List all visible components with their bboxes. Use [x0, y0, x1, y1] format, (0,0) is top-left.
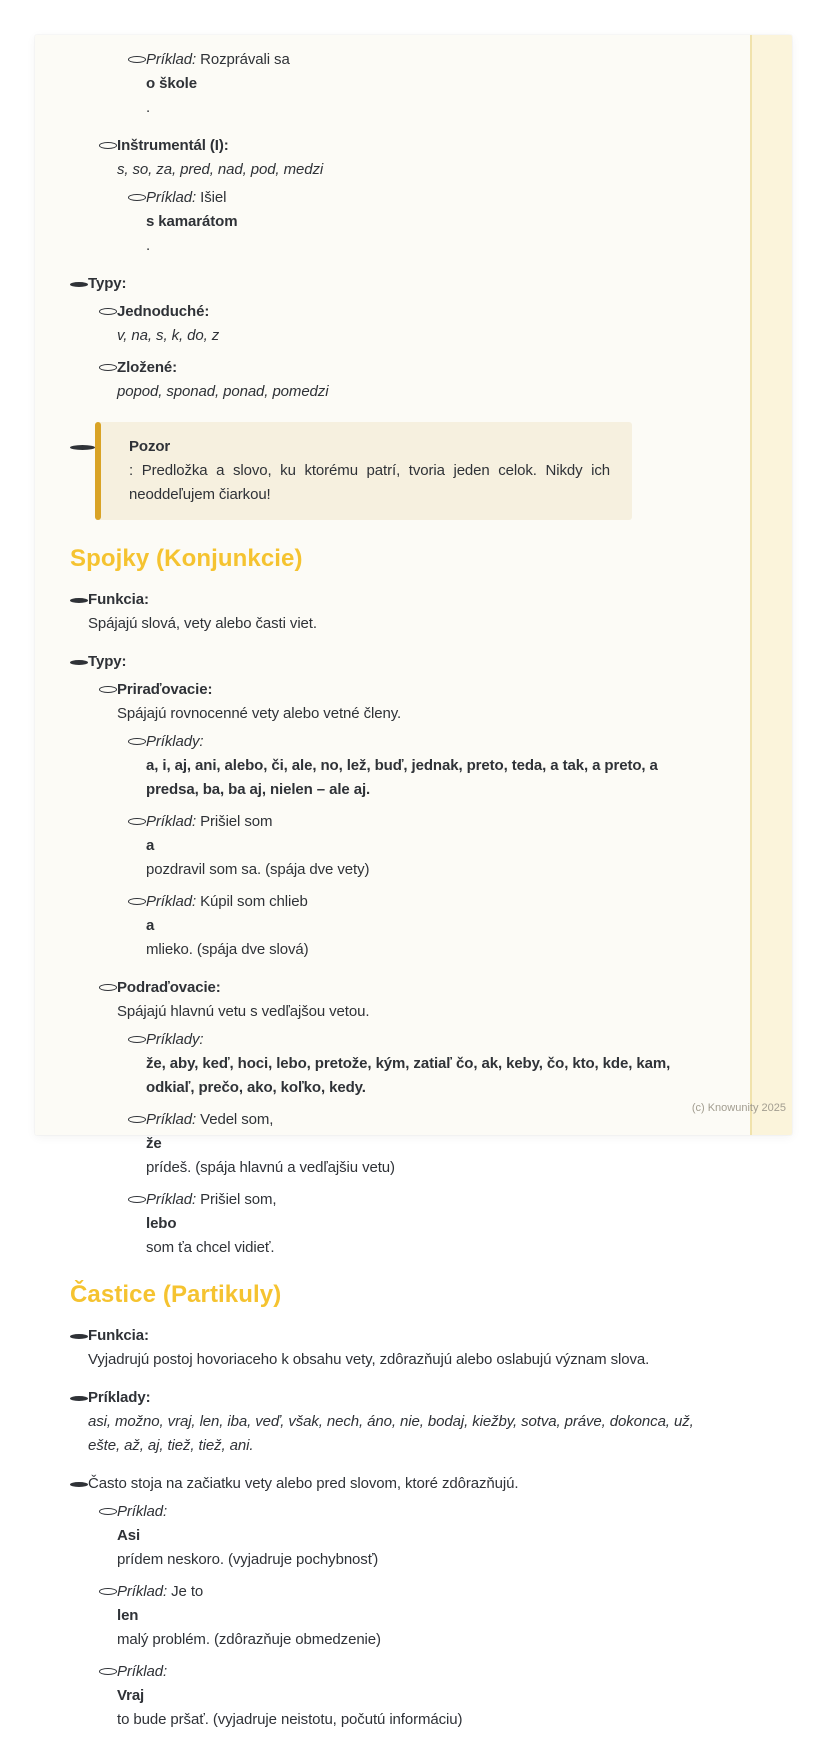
warning-callout	[95, 422, 632, 520]
list-item	[70, 1324, 704, 1372]
text-run: Spájajú hlavnú vetu s vedľajšou vetou.	[117, 1003, 370, 1020]
text-run: mlieko. (spája dve slová)	[146, 941, 309, 958]
text-run: prídem neskoro. (vyjadruje pochybnosť)	[117, 1551, 379, 1568]
text-run: lebo	[146, 1215, 177, 1232]
list-item	[70, 134, 704, 182]
text-run: Spájajú rovnocenné vety alebo vetné členy.	[117, 705, 402, 722]
text-run: a, i, aj, ani, alebo, či, ale, no, lež, buď, jednak, preto, teda, a tak, a preto, a predsa, ba, ba aj, nielen – ale aj.	[146, 757, 658, 798]
list-item-text	[146, 730, 704, 802]
text-run: Pozor	[129, 438, 171, 455]
text-run: Príklad:	[117, 1583, 168, 1600]
text-run: Príklad:	[146, 813, 197, 830]
section-heading-spojky: Spojky (Konjunkcie)	[70, 545, 303, 572]
list-item	[70, 1028, 704, 1100]
circle-bullet-icon	[128, 898, 146, 905]
circle-bullet-icon	[128, 194, 146, 201]
text-run: Príklad:	[117, 1503, 168, 1520]
list-item	[70, 588, 704, 636]
text-run: Prišiel som,	[196, 1191, 277, 1208]
text-run: : Predložka a slovo, ku ktorému patrí, tvoria jeden celok. Nikdy ich neoddeľujem čiarkou!	[129, 462, 610, 503]
text-run: malý problém. (zdôrazňuje obmedzenie)	[117, 1631, 381, 1648]
circle-bullet-icon	[99, 984, 117, 991]
list-item	[70, 1472, 704, 1496]
circle-bullet-icon	[99, 1588, 117, 1595]
text-run: Zložené:	[117, 359, 178, 376]
list-item	[70, 730, 704, 802]
text-run: len	[117, 1607, 139, 1624]
disc-bullet-icon	[70, 598, 88, 603]
list-item-text	[117, 300, 704, 348]
list-item-text	[117, 678, 704, 726]
text-run: .	[146, 237, 151, 254]
list-item-text	[88, 1386, 704, 1458]
list-item-text	[88, 1472, 704, 1496]
text-run: to bude pršať. (vyjadruje neistotu, počutú informáciu)	[117, 1711, 463, 1728]
circle-bullet-icon	[99, 364, 117, 371]
list-item-text	[88, 1324, 704, 1372]
list-item-text	[146, 1108, 704, 1180]
list-item-text	[88, 588, 704, 636]
circle-bullet-icon	[99, 1668, 117, 1675]
list-item	[70, 356, 704, 404]
disc-bullet-icon	[70, 1396, 88, 1401]
list-item	[70, 1108, 704, 1180]
text-run: s kamarátom	[146, 213, 238, 230]
list-item	[70, 810, 704, 882]
text-run: Vraj	[117, 1687, 145, 1704]
text-run: Príklady:	[146, 733, 204, 750]
text-run: a	[146, 917, 155, 934]
list-item	[70, 678, 704, 726]
list-item-text	[117, 1580, 704, 1652]
text-run: v, na, s, k, do, z	[117, 327, 220, 344]
list-item	[70, 1500, 704, 1572]
text-run: o škole	[146, 75, 197, 92]
circle-bullet-icon	[128, 1196, 146, 1203]
list-item-text	[129, 435, 610, 507]
text-run: Typy:	[88, 653, 127, 670]
list-item-text	[146, 810, 704, 882]
list-item	[70, 272, 704, 296]
text-run: že, aby, keď, hoci, lebo, pretože, kým, zatiaľ čo, ak, keby, čo, kto, kde, kam, odkiaľ, prečo, ako, koľko, kedy.	[146, 1055, 671, 1096]
text-run: Často stoja na začiatku vety alebo pred slovom, ktoré zdôrazňujú.	[88, 1475, 519, 1492]
list-item-text	[146, 890, 704, 962]
text-run: .	[146, 99, 151, 116]
text-run: som ťa chcel vidieť.	[146, 1239, 275, 1256]
list-item	[70, 976, 704, 1024]
list-item-text	[117, 134, 704, 182]
text-run: Príklad:	[146, 51, 197, 68]
text-run: Išiel	[196, 189, 227, 206]
text-run: a	[146, 837, 155, 854]
list-item	[70, 48, 704, 120]
circle-bullet-icon	[128, 1116, 146, 1123]
text-run: Priraďovacie:	[117, 681, 213, 698]
text-run: Typy:	[88, 275, 127, 292]
text-run: Spájajú slová, vety alebo časti viet.	[88, 615, 317, 632]
text-run: Príklad:	[146, 1191, 197, 1208]
document-content	[70, 48, 704, 1740]
list-item-text	[88, 272, 704, 296]
circle-bullet-icon	[128, 56, 146, 63]
disc-bullet-icon	[70, 1334, 88, 1339]
document-page	[35, 35, 792, 1728]
text-run: Inštrumentál (I):	[117, 137, 229, 154]
list-item	[70, 300, 704, 348]
section-heading-castice: Častice (Partikuly)	[70, 1281, 282, 1308]
list-item-text	[146, 1188, 704, 1260]
list-item	[70, 1580, 704, 1652]
text-run: Asi	[117, 1527, 141, 1544]
text-run: Podraďovacie:	[117, 979, 221, 996]
list-item-text	[117, 1500, 704, 1572]
circle-bullet-icon	[128, 818, 146, 825]
text-run: že	[146, 1135, 162, 1152]
list-item-text	[88, 650, 704, 674]
callout-list-item	[70, 422, 704, 520]
callout-accent-bar	[95, 422, 101, 520]
text-run: Príklad:	[146, 189, 197, 206]
text-run: Funkcia:	[88, 591, 149, 608]
text-run: asi, možno, vraj, len, iba, veď, však, nech, áno, nie, bodaj, kiežby, sotva, práve, dokonca, už, ešte, až, aj, tiež, tiež, ani.	[88, 1413, 694, 1454]
list-item-text	[146, 1028, 704, 1100]
text-run: Vyjadrujú postoj hovoriaceho k obsahu vety, zdôrazňujú alebo oslabujú význam slova.	[88, 1351, 650, 1368]
text-run: Príklad:	[146, 893, 197, 910]
text-run: Kúpil som chlieb	[196, 893, 308, 910]
text-run: Príklad:	[117, 1663, 168, 1680]
disc-bullet-icon	[70, 1482, 88, 1487]
circle-bullet-icon	[99, 686, 117, 693]
disc-bullet-icon	[70, 282, 88, 287]
text-run: Prišiel som	[196, 813, 273, 830]
list-item	[70, 186, 704, 258]
list-item-text	[146, 48, 704, 120]
circle-bullet-icon	[99, 308, 117, 315]
list-item-text	[117, 976, 704, 1024]
copyright-text: (c) Knowunity 2025	[691, 1102, 786, 1114]
page-binding-stripe	[750, 35, 792, 1135]
circle-bullet-icon	[128, 1036, 146, 1043]
list-item-text	[117, 356, 704, 404]
text-run: Rozprávali sa	[196, 51, 290, 68]
text-run: Príklad:	[146, 1111, 197, 1128]
list-item	[70, 1386, 704, 1458]
text-run: pozdravil som sa. (spája dve vety)	[146, 861, 370, 878]
list-item	[70, 890, 704, 962]
text-run: Je to	[167, 1583, 204, 1600]
text-run: Príklady:	[146, 1031, 204, 1048]
list-item-text	[146, 186, 704, 258]
text-run: prídeš. (spája hlavnú a vedľajšiu vetu)	[146, 1159, 395, 1176]
circle-bullet-icon	[128, 738, 146, 745]
text-run: Vedel som,	[196, 1111, 274, 1128]
disc-bullet-icon	[70, 660, 88, 665]
list-item-text	[117, 1660, 704, 1732]
text-run: Jednoduché:	[117, 303, 210, 320]
text-run: Funkcia:	[88, 1327, 149, 1344]
text-run: Príklady:	[88, 1389, 151, 1406]
disc-bullet-icon	[70, 445, 95, 450]
list-item	[70, 1188, 704, 1260]
list-item	[70, 1660, 704, 1732]
circle-bullet-icon	[99, 1508, 117, 1515]
text-run: popod, sponad, ponad, pomedzi	[117, 383, 329, 400]
list-item	[70, 650, 704, 674]
circle-bullet-icon	[99, 142, 117, 149]
text-run: s, so, za, pred, nad, pod, medzi	[117, 161, 324, 178]
